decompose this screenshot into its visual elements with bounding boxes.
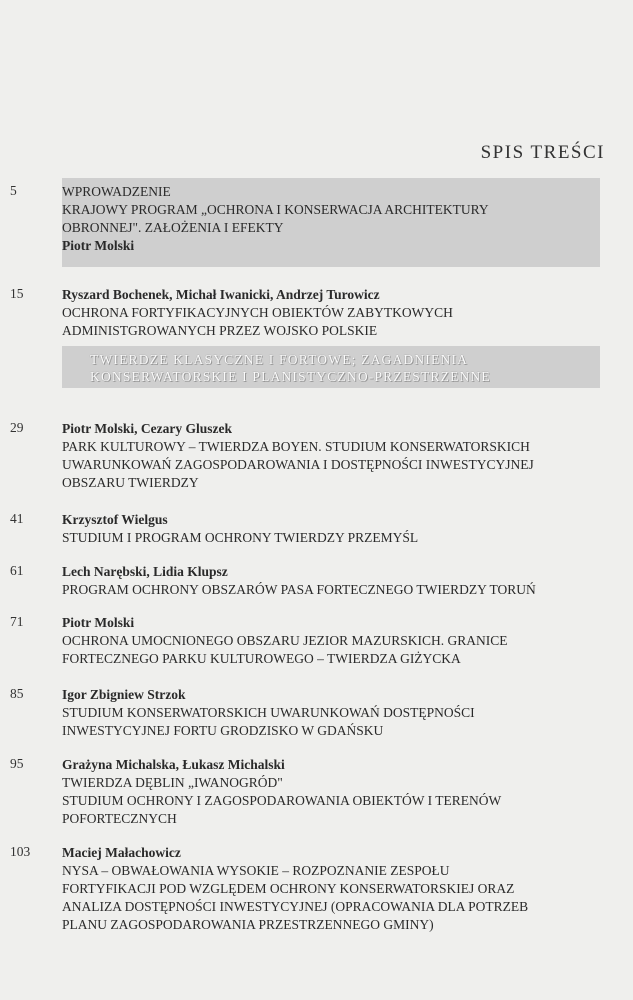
entry-author: Igor Zbigniew Strzok [62, 687, 186, 702]
entry-author: Maciej Małachowicz [62, 845, 181, 860]
entry-title-line: STUDIUM OCHRONY I ZAGOSPODAROWANIA OBIEKTÓW I TERENÓW [62, 793, 502, 808]
entry-title-line: STUDIUM I PROGRAM OCHRONY TWIERDZY PRZEMYŚL [62, 530, 419, 545]
entry-author: Piotr Molski [62, 615, 135, 630]
entry-title-line: INWESTYCYJNEJ FORTU GRODZISKO W GDAŃSKU [62, 723, 384, 738]
entry-author: Lech Narębski, Lidia Klupsz [62, 564, 228, 579]
page-number: 41 [10, 511, 24, 526]
entry-title-line: PLANU ZAGOSPODAROWANIA PRZESTRZENNEGO GMINY) [62, 917, 434, 932]
page-number: 61 [10, 563, 24, 578]
entry-title-line: PROGRAM OCHRONY OBSZARÓW PASA FORTECZNEGO TWIERDZY TORUŃ [62, 582, 536, 597]
entry-title-line: ADMINISTGROWANYCH PRZEZ WOJSKO POLSKIE [62, 323, 378, 338]
page-number: 71 [10, 614, 24, 629]
intro-author: Piotr Molski [62, 238, 135, 253]
page-number: 103 [10, 844, 31, 859]
page-title: SPIS TREŚCI [480, 142, 605, 163]
page-number: 15 [10, 286, 24, 301]
page-number: 5 [10, 183, 17, 198]
entry-title-line: STUDIUM KONSERWATORSKICH UWARUNKOWAŃ DOSTĘPNOŚCI [62, 705, 475, 720]
entry-title-line: OBSZARU TWIERDZY [62, 475, 199, 490]
page-number: 29 [10, 420, 24, 435]
entry-author: Grażyna Michalska, Łukasz Michalski [62, 757, 285, 772]
intro-line: KRAJOWY PROGRAM „OCHRONA I KONSERWACJA ARCHITEKTURY [62, 202, 489, 217]
entry-title-line: TWIERDZA DĘBLIN „IWANOGRÓD" [62, 775, 283, 790]
entry-author: Krzysztof Wielgus [62, 512, 168, 527]
entry-title-line: OCHRONA UMOCNIONEGO OBSZARU JEZIOR MAZURSKICH. GRANICE [62, 633, 508, 648]
entry-title-line: FORTECZNEGO PARKU KULTUROWEGO – TWIERDZA GIŻYCKA [62, 651, 461, 666]
entry-title-line: FORTYFIKACJI POD WZGLĘDEM OCHRONY KONSERWATORSKIEJ ORAZ [62, 881, 515, 896]
section-heading-line: KONSERWATORSKIE I PLANISTYCZNO-PRZESTRZENNE [90, 369, 491, 384]
entry-title-line: OCHRONA FORTYFIKACYJNYCH OBIEKTÓW ZABYTKOWYCH [62, 305, 453, 320]
entry-title-line: NYSA – OBWAŁOWANIA WYSOKIE – ROZPOZNANIE ZESPOŁU [62, 863, 450, 878]
entry-author: Piotr Molski, Cezary Gluszek [62, 421, 232, 436]
page-number: 95 [10, 756, 24, 771]
page-number: 85 [10, 686, 24, 701]
entry-title-line: PARK KULTUROWY – TWIERDZA BOYEN. STUDIUM KONSERWATORSKICH [62, 439, 530, 454]
entry-title-line: UWARUNKOWAŃ ZAGOSPODAROWANIA I DOSTĘPNOŚCI INWESTYCYJNEJ [62, 457, 534, 472]
entry-title-line: POFORTECZNYCH [62, 811, 177, 826]
section-heading-line: TWIERDZE KLASYCZNE I FORTOWE; ZAGADNIENIA [90, 352, 469, 367]
entry-title-line: ANALIZA DOSTĘPNOŚCI INWESTYCYJNEJ (OPRACOWANIA DLA POTRZEB [62, 899, 529, 914]
entry-author: Ryszard Bochenek, Michał Iwanicki, Andrzej Turowicz [62, 287, 380, 302]
intro-line: OBRONNEJ". ZAŁOŻENIA I EFEKTY [62, 220, 284, 235]
intro-line: WPROWADZENIE [62, 184, 171, 199]
